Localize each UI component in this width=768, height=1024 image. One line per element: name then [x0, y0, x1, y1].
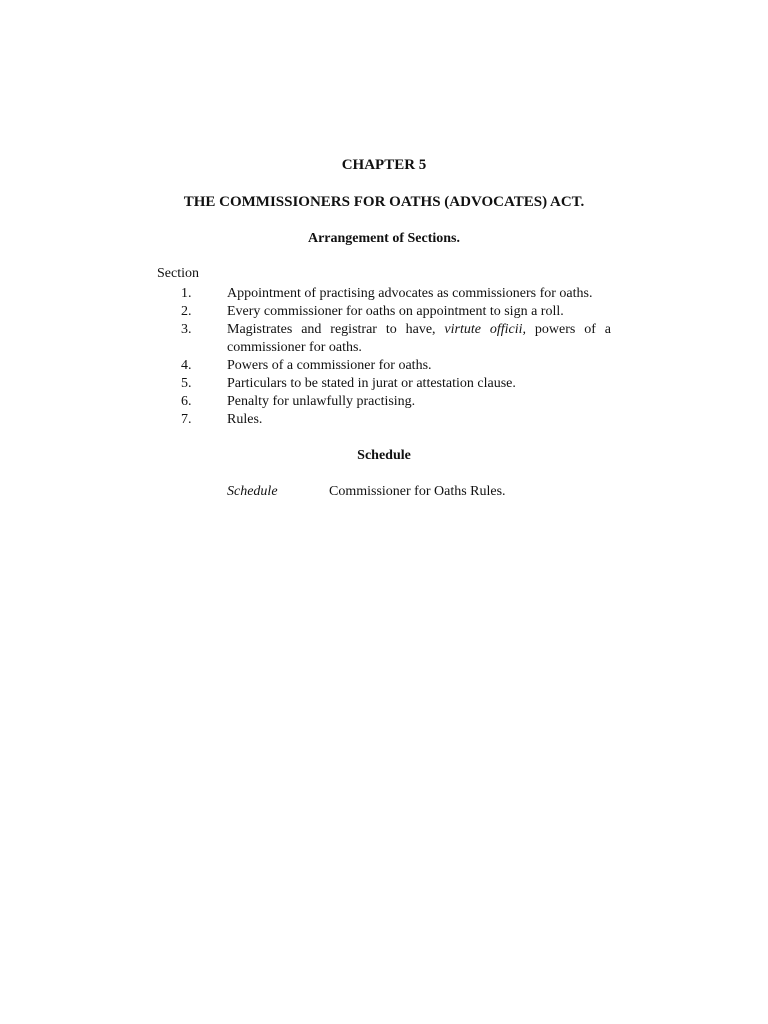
section-text-after: powers of a commissioner for oaths. — [227, 322, 611, 355]
section-number: 1. — [181, 286, 192, 301]
sections-list — [157, 285, 611, 429]
section-number: 6. — [181, 394, 192, 409]
list-item — [157, 357, 611, 375]
section-text: Particulars to be stated in jurat or attestation clause. — [227, 376, 516, 391]
section-text: Rules. — [227, 412, 263, 427]
arrangement-heading: Arrangement of Sections. — [307, 231, 461, 246]
schedule-entry-label: Schedule — [227, 484, 278, 499]
section-number: 5. — [181, 376, 192, 391]
section-text: Penalty for unlawfully practising. — [227, 394, 416, 409]
list-item — [157, 393, 611, 411]
list-item — [157, 411, 611, 429]
act-title: THE COMMISSIONERS FOR OATHS (ADVOCATES) ACT. — [183, 194, 585, 210]
list-item — [157, 303, 611, 321]
schedule-heading: Schedule — [357, 448, 411, 463]
list-item — [157, 321, 611, 357]
section-text: Appointment of practising advocates as commissioners for oaths. — [227, 286, 593, 301]
section-number: 3. — [181, 322, 192, 337]
chapter-heading: CHAPTER 5 — [341, 157, 427, 173]
section-text — [227, 321, 611, 357]
section-text-italic: virtute officii, — [444, 322, 527, 337]
section-number: 7. — [181, 412, 192, 427]
section-text: Every commissioner for oaths on appointment to sign a roll. — [227, 304, 564, 319]
schedule-entry — [227, 484, 506, 500]
section-label: Section — [157, 266, 199, 281]
section-number: 4. — [181, 358, 192, 373]
section-text: Powers of a commissioner for oaths. — [227, 358, 432, 373]
list-item — [157, 285, 611, 303]
section-text-before: Magistrates and registrar to have, — [227, 322, 445, 337]
schedule-entry-title: Commissioner for Oaths Rules. — [329, 484, 506, 499]
list-item — [157, 375, 611, 393]
section-number: 2. — [181, 304, 192, 319]
